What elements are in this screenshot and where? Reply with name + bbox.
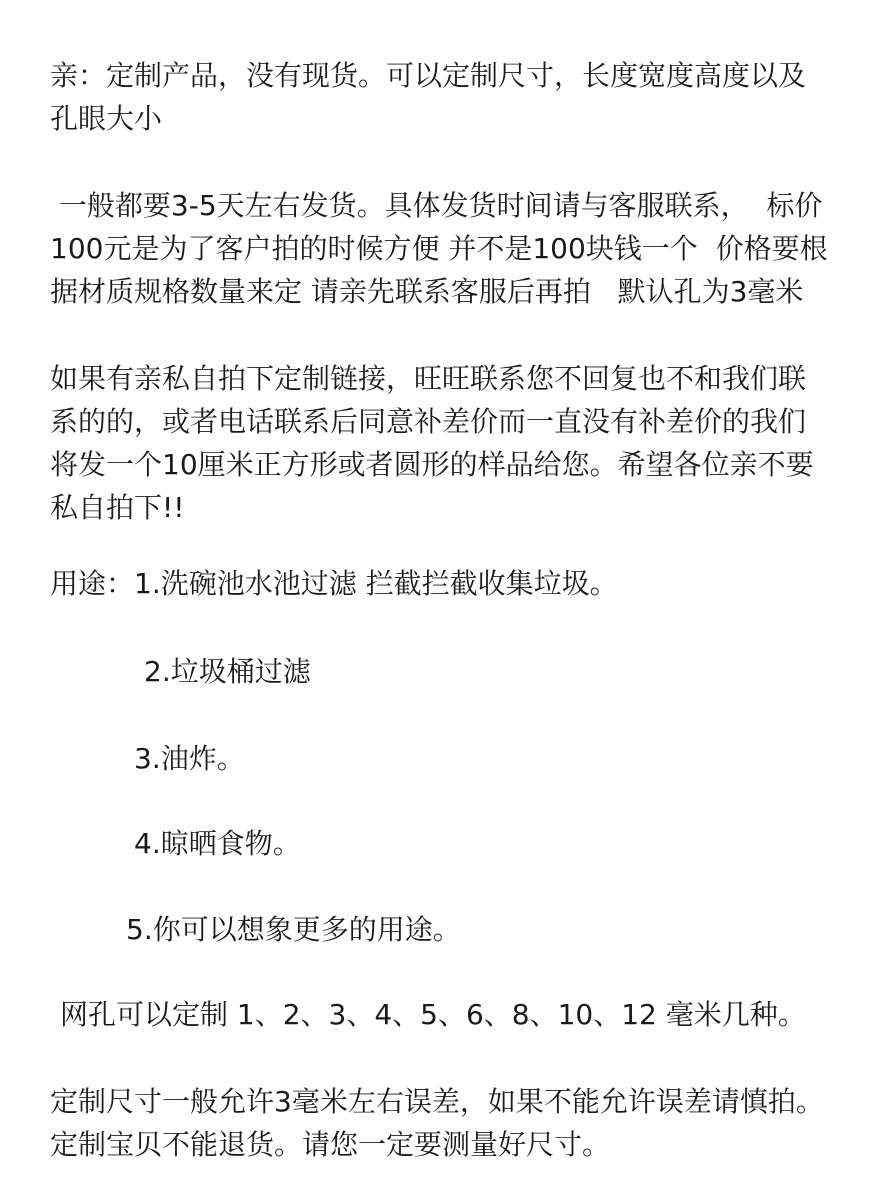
text-line: 据材质规格数量来定 请亲先联系客服后再拍 默认孔为3毫米	[50, 275, 804, 308]
uses-item-3	[134, 737, 881, 780]
text-line: 将发一个10厘米正方形或者圆形的样品给您。希望各位亲不要	[50, 448, 814, 481]
unauthorized-order-warning	[50, 357, 850, 529]
text-line: 定制尺寸一般允许3毫米左右误差，如果不能允许误差请慎拍。	[50, 1085, 824, 1118]
uses-item-5	[126, 908, 881, 951]
text-line: 100元是为了客户拍的时候方便 并不是100块钱一个 价格要根	[50, 232, 828, 265]
text-line: 如果有亲私自拍下定制链接，旺旺联系您不回复也不和我们联	[50, 362, 807, 395]
text-line: 定制宝贝不能退货。请您一定要测量好尺寸。	[50, 1128, 611, 1161]
shipping-and-price-info	[50, 184, 850, 313]
text-line: 系的的，或者电话联系后同意补差价而一直没有补差价的我们	[50, 405, 807, 438]
mesh-size-options	[60, 993, 860, 1036]
uses-item-2	[144, 650, 881, 693]
text-line: 亲：定制产品，没有现货。可以定制尺寸，长度宽度高度以及	[50, 59, 807, 92]
tolerance-and-return-policy	[50, 1080, 850, 1166]
text-line: 5.你可以想象更多的用途。	[126, 913, 461, 946]
custom-product-intro	[50, 54, 850, 140]
text-line: 孔眼大小	[50, 102, 163, 135]
text-line: 一般都要3-5天左右发货。具体发货时间请与客服联系， 标价	[50, 189, 823, 222]
uses-item-4	[134, 822, 881, 865]
text-line: 网孔可以定制 1、2、3、4、5、6、8、10、12 毫米几种。	[60, 998, 806, 1031]
text-line: 用途：1.洗碗池水池过滤 拦截拦截收集垃圾。	[50, 567, 618, 600]
text-line: 2.垃圾桶过滤	[144, 655, 311, 688]
uses-item-1	[50, 562, 850, 605]
text-line: 私自拍下!!	[50, 491, 185, 524]
text-line: 4.晾晒食物。	[134, 827, 301, 860]
text-line: 3.油炸。	[134, 742, 245, 775]
